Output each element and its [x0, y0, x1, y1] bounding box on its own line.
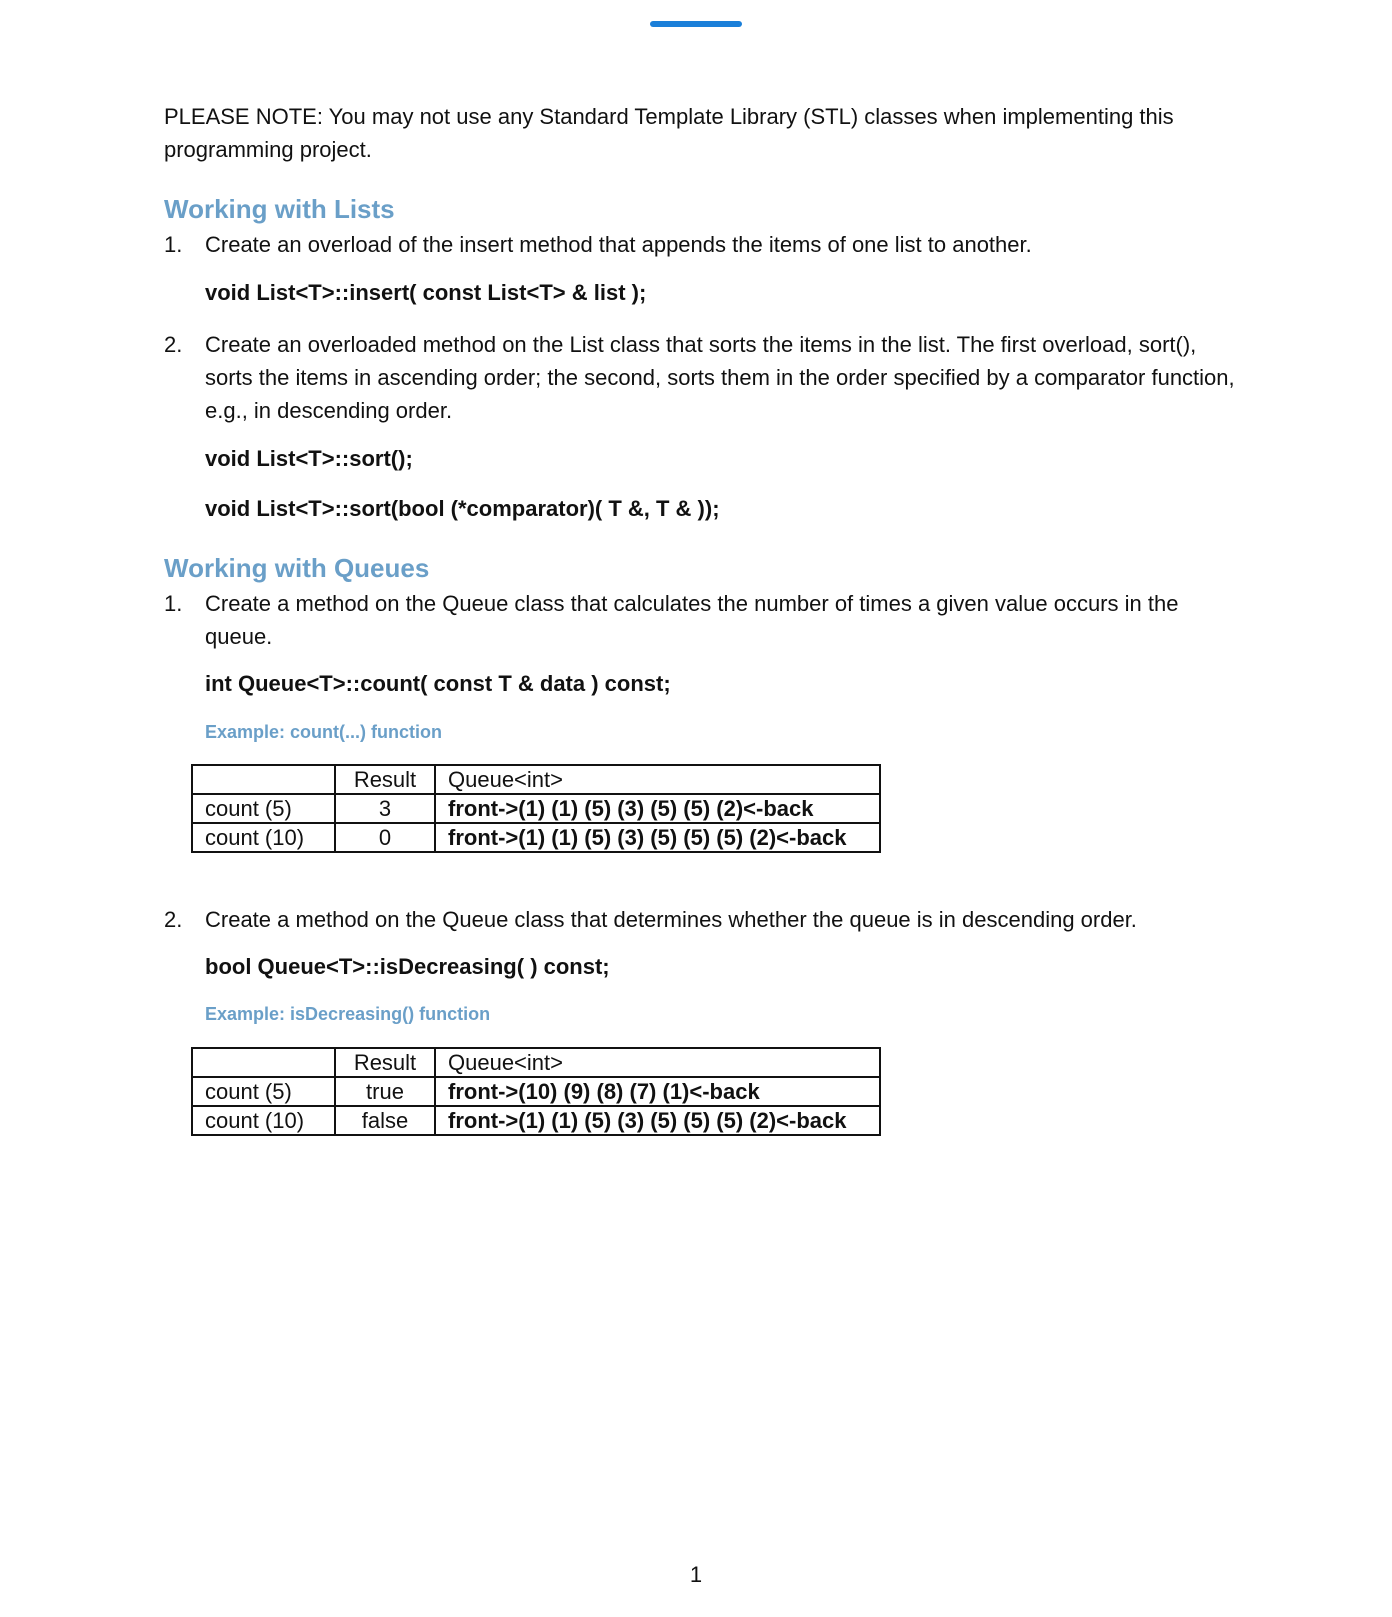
table-cell-queue: front->(1) (1) (5) (3) (5) (5) (5) (2)<-back — [435, 823, 880, 852]
table-cell-queue: front->(1) (1) (5) (3) (5) (5) (5) (2)<-back — [435, 1106, 880, 1135]
table-header-queue: Queue<int> — [435, 765, 880, 794]
sort-signature: void List<T>::sort(); — [205, 446, 413, 471]
table-header-result: Result — [335, 765, 435, 794]
count-signature: int Queue<T>::count( const T & data ) const; — [205, 671, 671, 696]
table-row — [192, 1106, 880, 1135]
lists-heading: Working with Lists — [164, 194, 395, 224]
list-number: 2. — [164, 907, 183, 932]
lists-item-2-text: Create an overloaded method on the List class that sorts the items in the list. The first overload, sort(), sorts the items in ascending order; the second, sorts them in the order specified by a comparator function, e.g., in descending order. — [205, 332, 1235, 423]
queues-item-1 — [164, 587, 1244, 744]
table-cell — [192, 1048, 335, 1077]
lists-item-1 — [164, 228, 1244, 308]
count-example-table — [191, 764, 881, 853]
queues-heading: Working with Queues — [164, 553, 430, 583]
queues-item-2-text: Create a method on the Queue class that determines whether the queue is in descending order. — [205, 907, 1137, 932]
table-cell-call: count (5) — [192, 794, 335, 823]
lists-item-2 — [164, 328, 1244, 524]
table-header-result: Result — [335, 1048, 435, 1077]
stl-note: PLEASE NOTE: You may not use any Standard Template Library (STL) classes when implementing this programming project. — [164, 104, 1174, 162]
is-decreasing-example-table — [191, 1047, 881, 1136]
table-cell-result: 3 — [335, 794, 435, 823]
table-cell-result: true — [335, 1077, 435, 1106]
table-cell-queue: front->(1) (1) (5) (3) (5) (5) (2)<-back — [435, 794, 880, 823]
table-cell — [192, 765, 335, 794]
insert-signature: void List<T>::insert( const List<T> & list ); — [205, 280, 647, 305]
page-number: 1 — [689, 1562, 703, 1587]
count-example-caption: Example: count(...) function — [205, 722, 442, 742]
table-header-row — [192, 765, 880, 794]
lists-item-1-text: Create an overload of the insert method that appends the items of one list to another. — [205, 232, 1032, 257]
table-cell-call: count (10) — [192, 823, 335, 852]
queues-item-1-text: Create a method on the Queue class that calculates the number of times a given value occurs in the queue. — [205, 591, 1179, 649]
list-number: 1. — [164, 591, 183, 616]
table-cell-result: false — [335, 1106, 435, 1135]
table-cell-call: count (10) — [192, 1106, 335, 1135]
queues-item-2 — [164, 903, 1244, 1026]
table-cell-result: 0 — [335, 823, 435, 852]
table-row — [192, 1077, 880, 1106]
is-decreasing-example-caption: Example: isDecreasing() function — [205, 1004, 491, 1024]
table-header-queue: Queue<int> — [435, 1048, 880, 1077]
is-decreasing-signature: bool Queue<T>::isDecreasing( ) const; — [205, 954, 610, 979]
table-header-row — [192, 1048, 880, 1077]
table-cell-call: count (5) — [192, 1077, 335, 1106]
sort-comparator-signature: void List<T>::sort(bool (*comparator)( T &, T & )); — [205, 496, 720, 521]
table-row — [192, 794, 880, 823]
table-row — [192, 823, 880, 852]
sheet-grabber-handle[interactable] — [650, 21, 742, 27]
table-cell-queue: front->(10) (9) (8) (7) (1)<-back — [435, 1077, 880, 1106]
list-number: 2. — [164, 332, 183, 357]
list-number: 1. — [164, 232, 183, 257]
document-content — [164, 100, 1244, 1136]
